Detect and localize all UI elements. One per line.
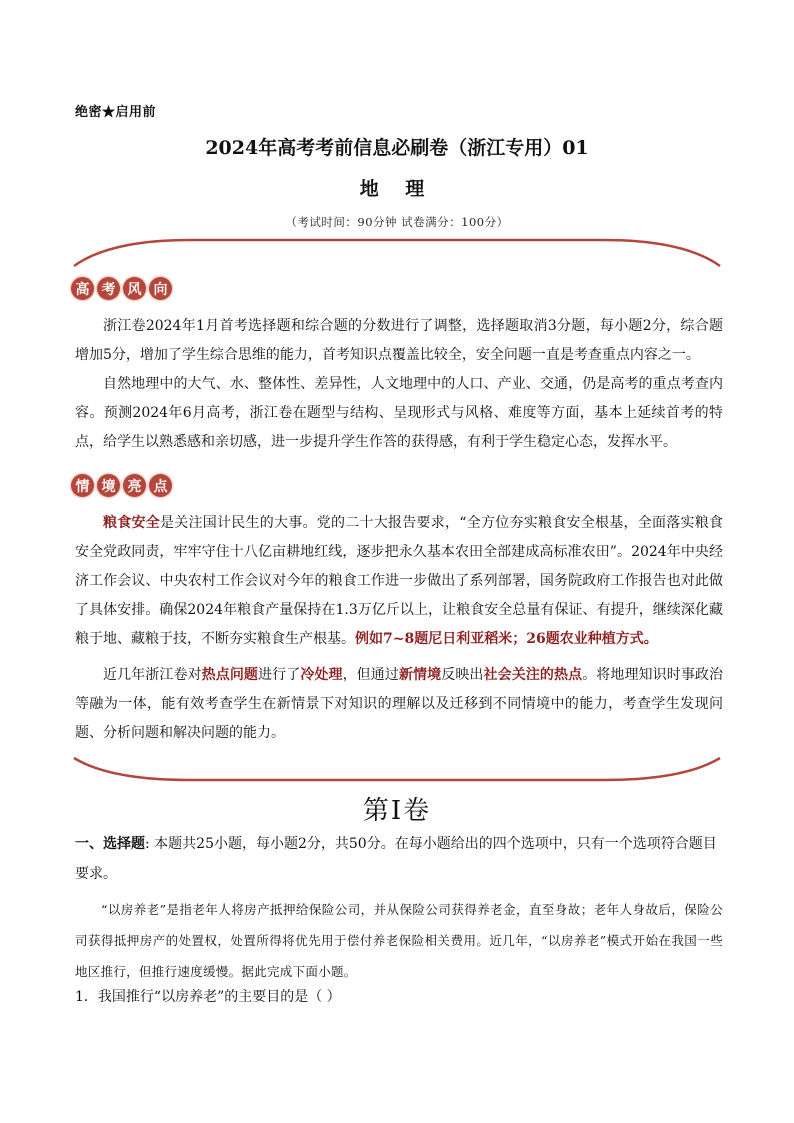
subject-title: 地 理: [359, 178, 435, 200]
confidential-label: 绝密★启用前: [75, 105, 157, 120]
bottom-arc-divider: [70, 756, 724, 782]
question-material: “以房养老”是指老年人将房产抵押给保险公司，并从保险公司获得养老金，直至身故；老年人身故后，保险公司获得抵押房产的处置权，处置所得将优先用于偿付养老保险相关费用。近几年，“以房养老”模式开始在我国一些地区推行，但推行速度缓慢。据此完成下面小题。: [75, 902, 723, 979]
highlight-example: 例如7~8题尼日利亚稻米；26题农业种植方式。: [355, 631, 658, 647]
context-text: ，但通过: [342, 667, 399, 683]
context-text: 。将地理知识时事政治等融为一体，能有效考查学生在新情景下对知识的理解以及迁移到不同情境中的能力，考查学生发现问题、分析问题和解决问题的能力。: [75, 667, 724, 741]
badge-char: 考: [97, 277, 120, 300]
highlight-new-context: 新情境: [398, 667, 442, 683]
question-1: 1．我国推行“以房养老”的主要目的是（ ）: [75, 989, 341, 1005]
badge-exam-trend: [71, 277, 172, 300]
section-text: : 本题共25小题，每小题2分，共50分。在每小题给出的四个选项中，只有一个选项符合题目要求。: [75, 836, 717, 882]
section-instructions: [75, 829, 723, 889]
badge-context-highlights: [71, 474, 172, 497]
context-paragraph-1: [75, 509, 723, 654]
top-arc-divider: [70, 238, 724, 268]
badge-char: 情: [71, 474, 94, 497]
context-text: 是关注国计民生的大事。党的二十大报告要求，“全方位夯实粮食安全根基，全面落实粮食安全党政同责，牢牢守住十八亿亩耕地红线，逐步把永久基本农田全部建成高标准农田”。2024年中央经济工作会议、中央农村工作会议对今年的粮食工作进一步做出了系列部署，国务院政府工作报告也对此做了具体安排。确保2024年粮食产量保持在1.3万亿斤以上，让粮食安全总量有保证、有提升，继续深化藏粮于地、藏粮于技，不断夯实粮食生产根基。: [75, 515, 724, 647]
badge-char: 点: [149, 474, 172, 497]
trend-paragraph-1: 浙江卷2024年1月首考选择题和综合题的分数进行了调整，选择题取消3分题，每小题2分，综合题增加5分，增加了学生综合思维的能力，首考知识点覆盖比较全，安全问题一直是考查重点内容之一。: [75, 318, 723, 363]
volume-title: 第Ⅰ卷: [362, 796, 432, 826]
context-text: 反映出: [441, 667, 484, 683]
badge-char: 境: [97, 474, 120, 497]
badge-char: 向: [149, 277, 172, 300]
context-text: 近几年浙江卷对: [103, 667, 202, 683]
section-lead: 一、选择题: [75, 836, 145, 852]
highlight-social-focus: 社会关注的热点: [483, 667, 583, 683]
badge-char: 高: [71, 277, 94, 300]
highlight-hot-issue: 热点问题: [201, 667, 259, 683]
exam-title: 2024年高考考前信息必刷卷（浙江专用）01: [205, 137, 589, 159]
trend-paragraph-2: 自然地理中的大气、水、整体性、差异性，人文地理中的人口、产业、交通，仍是高考的重点考查内容。预测2024年6月高考，浙江卷在题型与结构、呈现形式与风格、难度等方面，基本上延续首考的特点，给学生以熟悉感和亲切感，进一步提升学生作答的获得感，有利于学生稳定心态，发挥水平。: [75, 376, 723, 450]
highlight-food-security: 粮食安全: [103, 515, 161, 531]
context-text: 进行了: [258, 667, 301, 683]
badge-char: 亮: [123, 474, 146, 497]
exam-info: （考试时间：90分钟 试卷满分：100分）: [285, 215, 509, 229]
badge-char: 风: [123, 277, 146, 300]
highlight-cold-treatment: 冷处理: [300, 667, 343, 683]
context-paragraph-2: [75, 661, 723, 748]
